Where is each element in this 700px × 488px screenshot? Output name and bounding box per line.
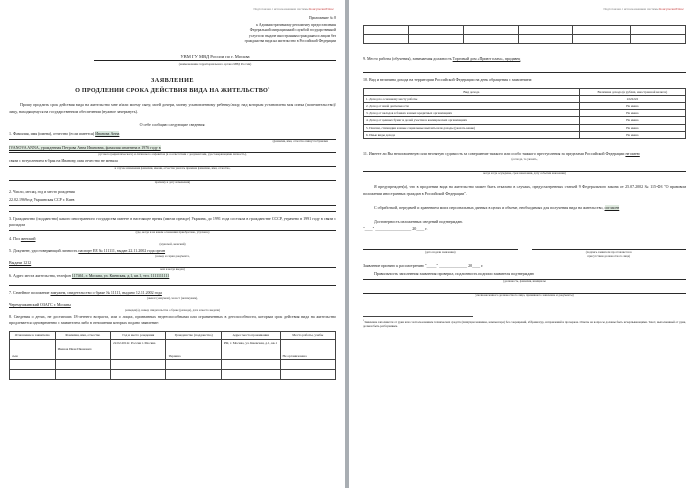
- verified-paragraph: Правильность заполнения заявления проверил, подлинность подписи заявителя подтверждаю: [374, 271, 535, 277]
- consultant-plus-watermark: Подготовлен с использованием системы КонсультантПлюс: [603, 7, 684, 11]
- table-row[interactable]: [364, 131, 686, 138]
- cell-birth[interactable]: [463, 35, 518, 44]
- authority-caption: (наименование территориального органа МВД России): [178, 61, 252, 66]
- item-4-label: Пол: [13, 236, 20, 242]
- income-type-2: 2. Доход от иной деятельности: [364, 102, 580, 109]
- signature-applicant-line[interactable]: [532, 242, 687, 250]
- table-row[interactable]: [10, 359, 336, 369]
- title-line-2: О ПРОДЛЕНИИ СРОКА ДЕЙСТВИЯ ВИДА НА ЖИТЕЛЬСТВО$^1$: [75, 85, 270, 94]
- income-type-6: 6. Иные виды дохода: [364, 131, 580, 138]
- verified-caption-1: (должность, фамилия, инициалы: [503, 278, 546, 283]
- income-value-4[interactable]: Не имею: [579, 117, 685, 124]
- cell-relation[interactable]: сын: [10, 339, 56, 359]
- item-8-number: 8.: [9, 313, 12, 319]
- cell-birth[interactable]: [463, 26, 518, 35]
- item-9-number: 9.: [363, 56, 366, 61]
- item-6-value[interactable]: 117461, г. Москва, ул. Киевская, д.1, кв.1, тел. 1111111111: [71, 273, 170, 279]
- cell-address[interactable]: [221, 359, 280, 369]
- table-row[interactable]: [364, 95, 686, 102]
- form-item-9: [363, 56, 686, 63]
- item-7-value-2[interactable]: Черемушкинский ОЗАГС г. Москвы: [9, 301, 71, 307]
- item-1-caption-3: в случае изменения фамилии, имени, отчества указать прежние фамилию, имя, отчество,: [114, 166, 231, 171]
- appendix-line-5: гражданства вида на жительство в Российской Федерации: [244, 39, 336, 44]
- item-7-value[interactable]: замужем, свидетельство о браке № 11111, выдано 12.11.2002 года: [50, 290, 162, 296]
- income-col-value: Величина дохода (в рублях, иностранной валюте): [579, 88, 685, 95]
- item-10-label: Вид и величина дохода на территории Российской Федерации на день обращения с заявлением:: [369, 76, 533, 82]
- cell-name[interactable]: [55, 369, 110, 379]
- cell-name[interactable]: [409, 35, 464, 44]
- page-title: [9, 77, 336, 94]
- income-value-2[interactable]: Не имею: [579, 102, 685, 109]
- item-1-caption-2: русского (кириллического) и латинского алфавитов (в соответствии с документами, удостоверяющими личность),: [98, 152, 247, 157]
- item-9-value[interactable]: Торговый дом «Приют плам», продавец: [452, 56, 521, 61]
- intro-paragraph: Прошу продлить срок действия вида на жительство мне и/или моему сыну, моей дочери, моему усыновленному ребенку/лицу, над которым установлена моя опека (попечительство)/лицу, находящемуся на государственном обеспечении (нужное зачеркнуть).: [9, 101, 336, 114]
- cell-address[interactable]: РФ, г. Москва, ул. Киевская, д.1, кв.1: [221, 339, 280, 359]
- item-3-label: Гражданство (подданство) какого иностранного государства имеете в настоящее время (имели прежде): [13, 215, 191, 221]
- continued-table-stub: [363, 25, 686, 44]
- cell-citizenship[interactable]: Украина: [166, 339, 221, 359]
- children-col-birth: Год и место рождения: [111, 332, 166, 339]
- children-table-header-row: [10, 332, 336, 339]
- cell-name[interactable]: Иванов Иван Иванович: [55, 339, 110, 359]
- footnote-text: $^1$Заявление заполняется от руки или с использованием технических средств (пишущая машинка, компьютера) без сокращений, аббревиатур, исправлений и прочерков. Ответы на вопросы должны быть исчерпывающими. Текст, выполненный от руки, должен быть разборчивым.: [363, 318, 686, 329]
- date-line[interactable]: "____" __________________ 20____ г.: [363, 225, 428, 231]
- income-type-1: 1. Доход по основному месту работы: [364, 95, 580, 102]
- income-table: [363, 88, 686, 139]
- title-footnote-marker: 1: [268, 85, 270, 90]
- item-11-label: Имеете ли Вы непогашенную или неснятую судимость за совершение тяжкого или особо тяжкого преступления за пределами Российской Федерации: [368, 151, 625, 157]
- signature-row: [363, 242, 686, 260]
- item-4-caption: (мужской, женский): [159, 241, 186, 246]
- cell-citizenship[interactable]: [518, 35, 573, 44]
- table-row[interactable]: [10, 339, 336, 359]
- item-6-rule: [9, 285, 336, 286]
- income-value-1[interactable]: 2222222: [579, 95, 685, 102]
- income-type-5: 5. Пенсии, стипендии и иные социальные выплаты или доходы (указать какие): [364, 124, 580, 131]
- signature-applicant-col: [532, 242, 687, 260]
- cell-name[interactable]: [409, 26, 464, 35]
- signature-applicant-caption-1: (подпись заявителя проставляется в: [585, 249, 632, 254]
- item-2-rule-2: [9, 211, 336, 212]
- footnote-marker: 1: [363, 318, 365, 322]
- cell-address[interactable]: [573, 35, 631, 44]
- signature-date-col: [363, 242, 518, 260]
- item-7-number: 7.: [9, 290, 12, 296]
- item-7-caption-2: разведен(а), номер свидетельства о браке (разводе), дата и место выдачи): [124, 307, 221, 312]
- income-type-3: 3. Доход от вкладов в банках и иных кредитных организациях: [364, 110, 580, 117]
- cell-birth[interactable]: [111, 369, 166, 379]
- item-11-caption-2: когда и где осуждены, срок наказания, дату события наказания): [483, 170, 566, 175]
- item-1-caption-4: причину и дату изменения): [154, 180, 191, 185]
- cell-citizenship[interactable]: [166, 359, 221, 369]
- children-col-relation: Отношение к заявителю: [10, 332, 56, 339]
- children-col-work: Место работы, учебы: [280, 332, 335, 339]
- item-9-rule: [363, 72, 686, 73]
- form-item-8: [9, 314, 336, 328]
- cell-relation[interactable]: [364, 26, 409, 35]
- cell-address[interactable]: [573, 26, 631, 35]
- appendix-line-2: к Административному регламенту предоставления: [256, 22, 336, 27]
- title-line-1: ЗАЯВЛЕНИЕ: [150, 76, 195, 84]
- verified-caption-2: уполномоченного должностного лица, принявшего заявление и документы): [475, 292, 574, 297]
- consent-paragraph: С обработкой, передачей и хранением моих персональных данных в целях и объеме, необходимых для получения вида на жительство, согласен: [374, 204, 620, 210]
- item-8-label: Сведения о детях, не достигших 18-летнего возраста, или о лицах, признанных недееспособными или ограниченных в дееспособности, которым срок действия вида на жительство продлевается одновременно с заявителем либо в отношении которых подано заявление:: [9, 313, 336, 326]
- table-row[interactable]: [364, 110, 686, 117]
- item-1-value-3[interactable]: связи с вступлением в брак на Иванову, имя отчество не меняла: [9, 158, 118, 164]
- form-item-2: [9, 189, 336, 196]
- item-7-caption: (женат (замужем), холост (незамужем),: [147, 295, 198, 300]
- cell-citizenship[interactable]: [166, 369, 221, 379]
- appendix-block: [9, 16, 336, 45]
- cell-address[interactable]: [221, 369, 280, 379]
- item-5-value[interactable]: паспорт ЕЕ № 111111, выдан 22.11.2002 года орган: [78, 247, 166, 253]
- form-item-10: [363, 77, 686, 84]
- item-2-value[interactable]: 22.02.1969год Украинская ССР г. Киев: [9, 196, 75, 202]
- item-5-value-2-row: [9, 260, 336, 267]
- cell-relation[interactable]: [364, 35, 409, 44]
- item-5-caption-2: кем и когда выдан): [160, 267, 185, 272]
- signature-date-line[interactable]: [363, 242, 518, 250]
- item-3-caption: (где, когда и на каком основании приобретено, утрачено): [135, 230, 210, 235]
- item-5-value-2[interactable]: Выдачи 1212: [9, 259, 32, 265]
- item-7-label: Семейное положение: [13, 290, 50, 296]
- table-row[interactable]: [364, 124, 686, 131]
- cell-work[interactable]: [280, 359, 335, 369]
- item-2-value-row: [9, 197, 336, 204]
- confirm-paragraph: Достоверность изложенных сведений подтверждаю.: [374, 218, 464, 224]
- children-col-address: Адрес места проживания: [221, 332, 280, 339]
- table-row[interactable]: [364, 26, 686, 35]
- income-value-3[interactable]: Не имею: [579, 110, 685, 117]
- item-5-caption: (номер и серия документа,: [155, 253, 190, 258]
- signature-date-caption: (дата подачи заявления): [424, 249, 456, 254]
- item-3-value[interactable]: Украина, до 1991 года состояла в гражданстве СССР, утрачено в 1991 году в связи с распадом: [9, 215, 337, 228]
- form-item-1: [9, 131, 336, 138]
- authority-value: УВМ ГУ МВД России по г. Москва: [94, 54, 336, 61]
- cell-birth[interactable]: 22.02.2012г. Россия г. Москва: [111, 339, 166, 359]
- cell-work[interactable]: [280, 369, 335, 379]
- item-1-value-2[interactable]: IVANOVA ANNA, урожденная Петрова Анна Ивановна, фамилия изменена в 1976 году в: [9, 144, 161, 150]
- income-col-type: Вид дохода: [364, 88, 580, 95]
- item-1-value[interactable]: Иванова Анна: [95, 130, 120, 136]
- table-row[interactable]: [364, 117, 686, 124]
- item-1-label: Фамилия, имя (имена), отчество (если имеется): [13, 130, 95, 136]
- appendix-line-3: Федеральной миграционной службой государственной: [249, 28, 336, 33]
- table-row[interactable]: [364, 102, 686, 109]
- item-1-number: 1.: [9, 130, 12, 136]
- cell-relation[interactable]: [10, 359, 56, 369]
- income-value-5[interactable]: Не имею: [579, 124, 685, 131]
- consultant-plus-watermark: Подготовлен с использованием системы КонсультантПлюс: [253, 7, 334, 11]
- warning-paragraph: Я предупрежден(а), что в продлении вида на жительство может быть отказано в случаях, предусмотренных статьей 9 Федерального закона от 25.07.2002 № 115-ФЗ "О правовом положении иностранных граждан в Российской Федерации".: [363, 183, 686, 196]
- item-4-value[interactable]: женский: [20, 236, 36, 242]
- cell-citizenship[interactable]: [518, 26, 573, 35]
- item-5-number: 5.: [9, 247, 12, 253]
- income-type-4: 4. Доход от ценных бумаг и долей участия в коммерческих организациях: [364, 117, 580, 124]
- item-2-label: Число, месяц, год и место рождения: [13, 189, 75, 194]
- item-4-number: 4.: [9, 236, 12, 242]
- cell-work[interactable]: Не организована: [280, 339, 335, 359]
- income-table-header-row: [364, 88, 686, 95]
- cell-work[interactable]: [631, 35, 686, 44]
- item-11-number: 11.: [363, 151, 368, 157]
- document-page-left: [0, 0, 345, 488]
- section-subhead: О себе сообщаю следующие сведения:: [139, 121, 206, 127]
- children-col-name: Фамилия, имя, отчество: [55, 332, 110, 339]
- signature-applicant-caption-2: присутствии должностного лица): [587, 254, 631, 259]
- item-6-label: Адрес места жительства, телефон: [13, 273, 71, 279]
- item-10-number: 10.: [363, 76, 368, 82]
- item-2-number: 2.: [9, 189, 12, 194]
- children-col-citizenship: Гражданство (подданство): [166, 332, 221, 339]
- income-value-6[interactable]: Не имею: [579, 131, 685, 138]
- appendix-line-1: Приложение № 8: [309, 16, 336, 20]
- form-item-6: [9, 273, 336, 280]
- appendix-line-4: услуги по выдаче иностранным гражданам и лицам без: [248, 33, 336, 38]
- item-5-label: Документ, удостоверяющий личность: [13, 247, 78, 253]
- table-row[interactable]: [364, 35, 686, 44]
- document-page-right: [349, 0, 700, 488]
- item-11-caption-1: (если да, то указать,: [511, 156, 538, 161]
- cell-work[interactable]: [631, 26, 686, 35]
- cell-name[interactable]: [55, 359, 110, 369]
- footnote-divider: [363, 316, 473, 317]
- item-1-caption-1: (фамилия, имя, отчество пишутся буквами: [272, 138, 328, 143]
- children-table: [9, 331, 336, 379]
- item-11-value[interactable]: не имею: [625, 151, 640, 157]
- table-row[interactable]: [10, 369, 336, 379]
- item-6-number: 6.: [9, 273, 12, 279]
- cell-relation[interactable]: [10, 369, 56, 379]
- item-3-number: 3.: [9, 215, 12, 221]
- consent-value[interactable]: согласен: [604, 204, 620, 210]
- cell-birth[interactable]: [111, 359, 166, 369]
- item-1-value-3-row: [9, 158, 336, 165]
- form-item-3: [9, 216, 336, 230]
- item-1-value-2-row: [9, 145, 336, 152]
- accepted-line[interactable]: Заявление принято к рассмотрению "_____" ______________ 20____ г.: [363, 263, 484, 269]
- item-9-label: Место работы (обучения), занимаемая должность: [367, 56, 452, 61]
